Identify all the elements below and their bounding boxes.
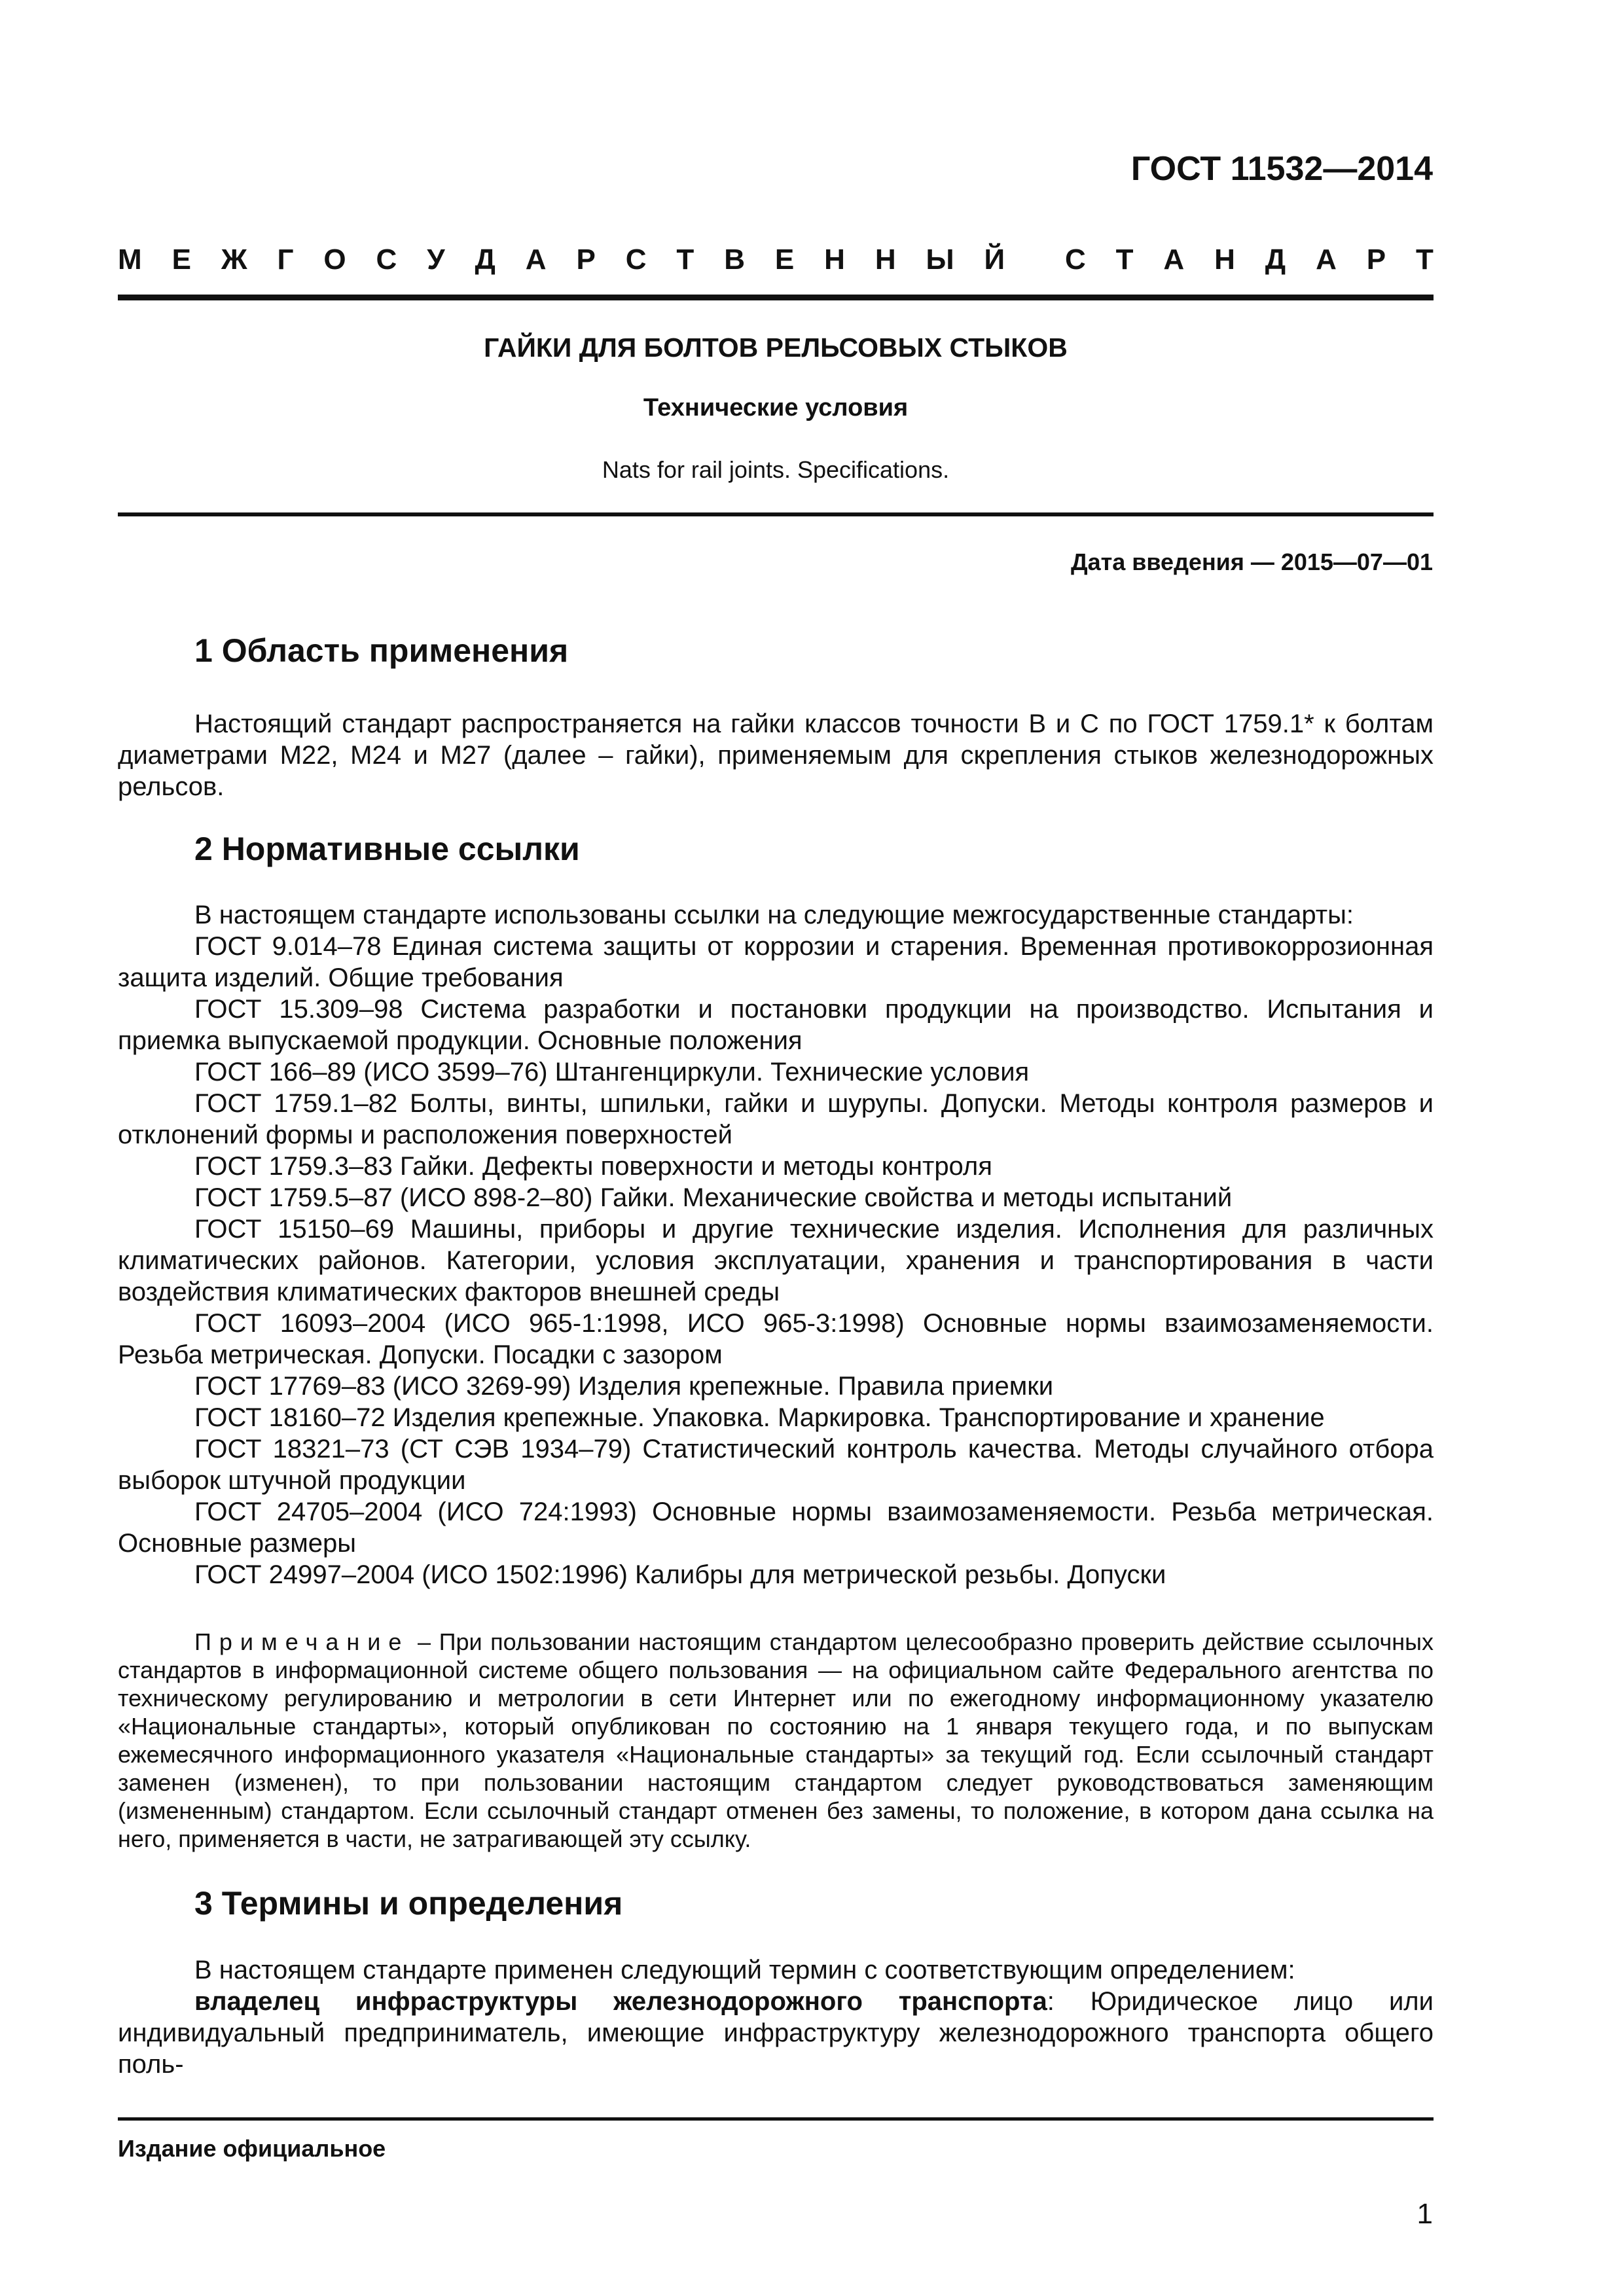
reference-item: ГОСТ 18321–73 (СТ СЭВ 1934–79) Статистический контроль качества. Методы случайного отбора выборок штучной продукции — [118, 1435, 1434, 1495]
standard-type-letter: В — [724, 243, 745, 276]
reference-item: ГОСТ 15.309–98 Система разработки и постановки продукции на производство. Испытания и приемка выпускаемой продукции. Основные положения — [118, 995, 1434, 1055]
reference-item: ГОСТ 15150–69 Машины, приборы и другие технические изделия. Исполнения для различных климатических районов. Категории, условия эксплуатации, хранения и транспортирования в части воздействия климатических факторов внешней среды — [118, 1215, 1434, 1306]
reference-item: ГОСТ 1759.1–82 Болты, винты, шпильки, гайки и шурупы. Допуски. Методы контроля размеров и отклонений формы и расположения поверхностей — [118, 1089, 1434, 1149]
section-references-body — [118, 899, 1434, 1590]
title-divider — [118, 512, 1434, 516]
standard-type-letter: Р — [1366, 243, 1386, 276]
section-terms-body — [118, 1954, 1434, 2080]
reference-item: ГОСТ 24705–2004 (ИСО 724:1993) Основные нормы взаимозаменяемости. Резьба метрическая. Основные размеры — [118, 1498, 1434, 1558]
note-label: Примечание — [194, 1628, 410, 1655]
standard-type-letter: Н — [1214, 243, 1235, 276]
document-subtitle: Технические условия — [643, 394, 909, 422]
paragraph: В настоящем стандарте применен следующий термин с соответствующим определением: — [194, 1956, 1295, 1984]
footer-divider — [118, 2117, 1434, 2121]
reference-item: ГОСТ 17769–83 (ИСО 3269-99) Изделия крепежные. Правила приемки — [194, 1372, 1054, 1401]
section-heading: 3 Термины и определения — [194, 1885, 623, 1922]
note-block — [118, 1628, 1434, 1853]
reference-item: ГОСТ 24997–2004 (ИСО 1502:1996) Калибры для метрической резьбы. Допуски — [194, 1560, 1166, 1589]
standard-type-letter: Д — [475, 243, 496, 276]
reference-item: ГОСТ 9.014–78 Единая система защиты от коррозии и старения. Временная противокоррозионная защита изделий. Общие требования — [118, 932, 1434, 992]
paragraph: В настоящем стандарте использованы ссылки на следующие межгосударственные стандарты: — [194, 901, 1354, 929]
definition: : Юридическое лицо или индивидуальный предприниматель, имеющие инфраструктуру железнодорожного транспорта общего поль- — [118, 1987, 1434, 2079]
standard-type-letter: Н — [875, 243, 896, 276]
standard-type-letter: С — [376, 243, 397, 276]
standard-type-letter: Т — [676, 243, 695, 276]
standard-type-letter: У — [427, 243, 445, 276]
standard-type-letter: О — [323, 243, 346, 276]
standard-type-letter: Й — [984, 243, 1005, 276]
standard-type-letter: Н — [824, 243, 845, 276]
header-divider — [118, 295, 1434, 300]
section-scope — [118, 632, 1434, 670]
section-heading: 2 Нормативные ссылки — [194, 831, 580, 867]
reference-item: ГОСТ 16093–2004 (ИСО 965-1:1998, ИСО 965-3:1998) Основные нормы взаимозаменяемости. Резьба метрическая. Допуски. Посадки с зазором — [118, 1309, 1434, 1369]
standard-type-letter: Т — [1416, 243, 1434, 276]
standard-type-letter: Г — [277, 243, 294, 276]
section-heading: 1 Область применения — [194, 632, 569, 669]
section-terms — [118, 1884, 1434, 1922]
section-normative-references — [118, 830, 1434, 868]
reference-item: ГОСТ 18160–72 Изделия крепежные. Упаковка. Маркировка. Транспортирование и хранение — [194, 1403, 1325, 1432]
note-paragraph — [118, 1628, 1434, 1853]
english-title: Nats for rail joints. Specifications. — [602, 456, 950, 483]
reference-item: ГОСТ 166–89 (ИСО 3599–76) Штангенциркули. Технические условия — [194, 1058, 1030, 1086]
standard-type-letter: Т — [1115, 243, 1134, 276]
standard-type-letter: Р — [576, 243, 596, 276]
term-definition — [118, 1986, 1434, 2080]
standard-type-letter: Д — [1265, 243, 1286, 276]
standard-type-letter: Е — [774, 243, 795, 276]
standard-type-letter: А — [1316, 243, 1337, 276]
page-number: 1 — [1416, 2198, 1433, 2230]
standard-type-heading — [118, 243, 1434, 276]
standard-type-letter: Ж — [221, 243, 247, 276]
reference-item: ГОСТ 1759.5–87 (ИСО 898-2–80) Гайки. Механические свойства и методы испытаний — [194, 1183, 1233, 1212]
section-scope-body — [118, 708, 1434, 802]
standard-type-letter: С — [625, 243, 647, 276]
document-number: ГОСТ 11532—2014 — [1130, 150, 1433, 188]
paragraph: Настоящий стандарт распространяется на гайки классов точности B и C по ГОСТ 1759.1* к болтам диаметрами М22, М24 и М27 (далее – гайки), применяемым для скрепления стыков железнодорожных рельсов. — [118, 709, 1434, 801]
note-text: – При пользовании настоящим стандартом целесообразно проверить действие ссылочных стандартов в информационной системе общего пользования — на официальном сайте Федерального агентства по техническому регулированию и метрологии в сети Интернет или по ежегодному информационному указателю «Национальные стандарты», который опубликован по состоянию на 1 января текущего года, и по выпускам ежемесячного информационного указателя «Национальные стандарты» за текущий год. Если ссылочный стандарт заменен (изменен), то при пользовании настоящим стандартом следует руководствоваться заменяющим (измененным) стандартом. Если ссылочный стандарт отменен без замены, то положение, в котором дана ссылка на него, применяется в части, не затрагивающей эту ссылку. — [118, 1628, 1434, 1852]
standard-type-letter: М — [118, 243, 142, 276]
edition-label: Издание официальное — [118, 2135, 386, 2162]
document-title: ГАЙКИ ДЛЯ БОЛТОВ РЕЛЬСОВЫХ СТЫКОВ — [484, 332, 1068, 363]
term: владелец инфраструктуры железнодорожного транспорта — [194, 1987, 1047, 2016]
standard-type-letter: А — [1163, 243, 1185, 276]
standard-type-letter: Е — [171, 243, 191, 276]
standard-type-letter: С — [1064, 243, 1086, 276]
standard-type-letter: Ы — [926, 243, 954, 276]
standard-type-letter: А — [525, 243, 547, 276]
reference-item: ГОСТ 1759.3–83 Гайки. Дефекты поверхности и методы контроля — [194, 1152, 992, 1181]
introduction-date: Дата введения — 2015—07—01 — [1070, 548, 1433, 575]
